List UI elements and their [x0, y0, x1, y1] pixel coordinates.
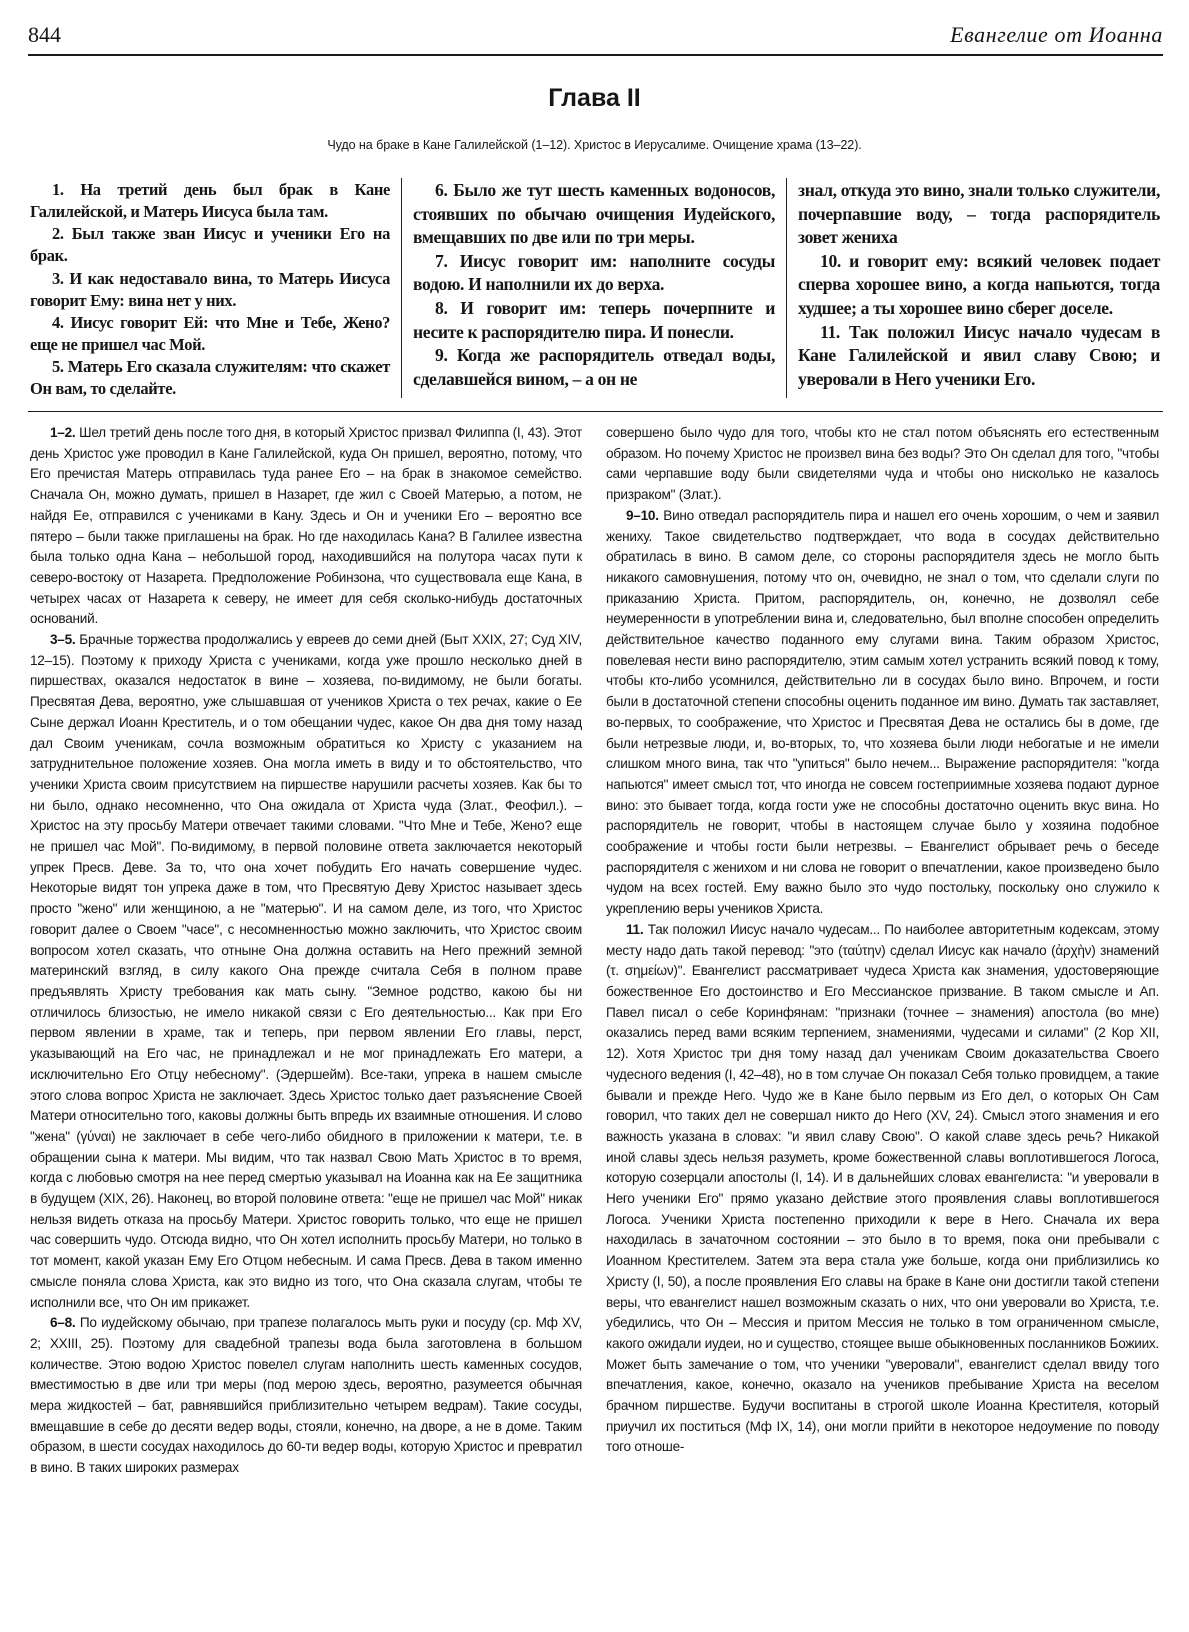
commentary-paragraph: [30, 1313, 582, 1479]
commentary-paragraph: [606, 506, 1159, 920]
commentary-paragraph: [30, 630, 582, 1313]
commentary-text: Так положил Иисус начало чудесам... По наиболее авторитетным кодексам, этому месту надо дать такой перевод: "это (ταύτην) сделал Иисус как начало (ἀρχὴν) знамений (τ. σημείων)". Евангелист рассматривает чудеса Христа как знамения, удостоверяющие божественное Его достоинство и Его Мессианское призвание. В таком смысле и Ап. Павел писал о себе Коринфянам: "признаки (точнее – знамения) апостола (во мне) оказались перед вами всяким терпением, знамениями, чудесами и силами" (2 Кор XII, 12). Хотя Христос три дня тому назад дал ученикам Своим доказательства Своего чудесного ведения (I, 42–48), но в том случае Он показал Себя только провидцем, а такие бывали и прежде Него. Чудо же в Кане было первым из Его дел, о которых Он Сам говорил, что таких дел не совершал никто до Него (XV, 24). Смысл этого знамения и его важность указана в словах: "и явил славу Свою". О какой славе здесь речь? Никакой иной славы здесь нельзя разуметь, кроме божественной славы воплотившегося Логоса, которую созерцали апостолы (I, 14). И в дальнейших словах евангелиста: "и уверовали в Него ученики Его" прямо указано действие этого проявления славы воплотившегося Логоса. Ученики Христа постепенно приходили к вере в Него. Сначала их вера находилась в зачаточном состоянии – это было в то время, пока они пребывали с Иоанном Крестителем. Затем эта вера стала уже больше, когда они приблизились ко Христу (I, 50), а после проявления Его славы на браке в Кане они достигли такой степени веры, что евангелист нашел возможным сказать о них, что они уверовали во Христа, т.е. убедились, что Он – Мессия и притом Мессия не только в том ограниченном смысле, какого ожидали иудеи, но и существо, стоящее выше обыкновенных посланников Божиих. Может быть замечание о том, что ученики "уверовали", евангелист сделал ввиду того впечатления, какое, конечно, оказало на учеников пребывание Христа на веселом брачном пиршестве. Будучи воспитаны в строгой школе Иоанна Крестителя, который приучил их поститься (Мф IX, 14), они могли прийти в некоторое недоумение по поводу того отноше-: [606, 921, 1159, 1455]
verse-paragraph: 4. Иисус говорит Ей: что Мне и Тебе, Жено? еще не пришел час Мой.: [30, 312, 390, 354]
commentary-paragraph: [606, 423, 1159, 506]
column-divider: [401, 178, 402, 398]
commentary-paragraph: [30, 423, 582, 630]
verse-paragraph: 9. Когда же распорядитель отведал воды, сделавшейся вином, – а он не: [413, 345, 775, 389]
verse-paragraph: 3. И как недоставало вина, то Матерь Иисуса говорит Ему: вина нет у них.: [30, 268, 390, 310]
chapter-title: Глава II: [548, 84, 641, 112]
section-rule: [28, 411, 1163, 412]
page-number: 844: [28, 22, 61, 47]
commentary-verse-ref: 9–10.: [626, 507, 659, 523]
column-divider: [786, 178, 787, 398]
verse-paragraph: 7. Иисус говорит им: наполните сосуды водою. И наполнили их до верха.: [413, 250, 775, 295]
commentary-verse-ref: 3–5.: [50, 632, 76, 648]
commentary-verse-ref: 1–2.: [50, 425, 76, 440]
commentary-text: Брачные торжества продолжались у евреев до семи дней (Быт XXIX, 27; Суд XIV, 12–15). Поэтому к приходу Христа с учениками, когда уже прошло несколько дней в пиршествах, оказался недостаток в вине – хозяева, по-видимому, не были богаты. Пресвятая Дева, вероятно, уже слышавшая от учеников Христа о тех речах, какие о Ее Сыне держал Иоанн Креститель, и о том обещании чудес, какое Он два дня тому назад дал Своим ученикам, сочла возможным обратиться ко Христу с указанием на затруднительное положение хозяев. Она могла иметь в виду и то обстоятельство, что ученики Христа своим присутствием на пиршестве нарушили расчеты хозяев. Как бы то ни было, однако несомненно, что Она ожидала от Христа чуда (Злат., Феофил.). – Христос на эту просьбу Матери отвечает такими словами. "Что Мне и Тебе, Жено? еще не пришел час Мой". По-видимому, в первой половине ответа заключается некоторый упрек Пресв. Деве. За то, что она хочет побудить Его начать совершение чудес. Некоторые видят тон упрека даже в том, что Пресвятую Деву Христос называет здесь просто "жено" или женщиною, а не "матерью". И на самом деле, из того, что Христос говорит далее о Своем "часе", с несомненностью можно заключить, что Христос своим вопросом хотел сказать, что отныне Она должна оставить на Него прежний земной материнский взгляд, в силу какого Она прежде считала Себя в полном праве предъявлять Христу требования как мать сыну. "Земное родство, какою бы ни отличилось близостью, не имело никакой связи с Его деятельностью... Как при Его первом явлении в храме, так и теперь, при первом явлении Его главы, перст, указывающий на Его час, не принадлежал и не мог принадлежать Его матери, а исключительно Его Отцу небесному". (Эдершейм). Все-таки, упрека в нашем смысле этого слова вопрос Христа не заключает. Здесь Христос только дает разъяснение Своей Матери относительно того, каковы должны быть впредь их взаимные отношения. И слово "жена" (γύναι) не заключает в себе чего-либо обидного в приложении к матери, т.е. в обращении сына к матери. Мы видим, что так назвал Свою Мать Христос в то время, когда с любовью смотря на нее перед смертью указывал на Иоанна как на Ее защитника в будущем (XIX, 26). Наконец, во второй половине ответа: "еще не пришел час Мой" никак нельзя видеть отказа на просьбу Матери. Христос говорить только, что еще не пришел час совершить чудо. Отсюда видно, что Он хотел исполнить просьбу Матери, но только в тот момент, какой указан Ему Его Отцом небесным. И сама Пресв. Дева в таком именно смысле поняла слова Христа, как это видно из того, что Она сказала слугам, чтобы те исполнили все, что Он им прикажет.: [30, 632, 582, 1310]
commentary-column-1: [30, 423, 582, 1479]
verse-column-3: [798, 179, 1160, 391]
commentary-text: По иудейскому обычаю, при трапезе полагалось мыть руки и посуду (ср. Мф XV, 2; XXIII, 25). Поэтому для свадебной трапезы вода была заготовлена в большом количестве. Этою водою Христос повелел слугам наполнить шесть каменных сосудов, вместимостью в две или три меры (под мерою здесь, вероятно, разумеется обычная мера жидкостей – бат, равнявшийся приблизительно четырем ведрам). Такие сосуды, вмещавшие в себе до десяти ведер воды, стояли, конечно, на дворе, а не в доме. Таким образом, в шести сосудах находилось до 60-ти ведер воды, которую Христос и превратил в вино. В таких широких размерах: [30, 1315, 582, 1476]
commentary-verse-ref: 6–8.: [50, 1315, 76, 1331]
commentary-verse-ref: 11.: [626, 921, 644, 937]
verse-paragraph: 6. Было же тут шесть каменных водоносов, стоявших по обычаю очищения Иудейского, вмещавших по две или по три меры.: [413, 180, 775, 248]
commentary-text: Шел третий день после того дня, в который Христос призвал Филиппа (I, 43). Этот день Христос уже проводил в Кане Галилейской, куда Он пришел, вероятно, потому, что Его пречистая Матерь отправилась туда ранее Его – на брак в знакомое семейство. Сначала Он, можно думать, пришел в Назарет, где жил с Своей Матерью, а потом, не найдя Ее, отправился с учениками в Кану. Здесь и Он и ученики Его – вероятно все пятеро – были также приглашены на брак. Но где находилась Кана? В Галилее известна была только одна Кана – небольшой город, находившийся на полутора часах пути к северо-востоку от Назарета. Предположение Робинзона, что существовала еще Кана, в четырех часах от Назарета к северу, не имеет для себя сколько-нибудь достаточных оснований.: [30, 425, 582, 627]
verse-column-1: [30, 179, 390, 400]
verse-paragraph: 11. Так положил Иисус начало чудесам в Кане Галилейской и явил славу Свою; и уверовали в Него ученики Его.: [798, 321, 1160, 389]
commentary-paragraph: [606, 920, 1159, 1458]
verse-paragraph: 10. и говорит ему: всякий человек подает сперва хорошее вино, а когда напьются, тогда худшее; а ты хорошее вино сберег доселе.: [798, 250, 1160, 318]
commentary-text: Вино отведал распорядитель пира и нашел его очень хорошим, о чем и заявил жениху. Такое свидетельство подтверждает, что вода в сосудах действительно обратилась в вино. В самом деле, со стороны распорядителя здесь не могло быть никакого самовнушения, потому что он, очевидно, не знал о том, что сделали слуги по приказанию Христа. Притом, распорядитель, он, конечно, не дозволял себе неумеренности в употреблении вина и, следовательно, был вполне способен определить действительное качество поданного ему слугами вина. Таким образом Христос, повелевая нести вино распорядителю, этим самым хотел устранить всякий повод к тому, чтобы кто-либо усомнился, действительно ли в сосудах было вино. Впрочем, и гости были в достаточной степени способны оценить поданное им вино. Думать так заставляет, во-первых, то соображение, что Христос и Пресвятая Дева не остались бы в доме, где были нетрезвые люди, и, во-вторых, то, что хозяева были люди небогатые и не имели слишком много вина, так что "упиться" было нечем... Выражение распорядителя: "когда напьются" имеет смысл тот, что иногда не совсем гостеприимные хозяева подают дурное вино: это бывает тогда, когда гости уже не способны достаточно оценить вкус вина. Но распорядитель не говорит, чтобы в настоящем случае было у хозяина подобное соображение и чтобы гости были нетрезвы. – Евангелист обрывает речь о беседе распорядителя с женихом и ни слова не говорит о впечатлении, какое произведено было чудом на всех гостей. Ему важно было это чудо постольку, поскольку оно служило к укреплению веры учеников Христа.: [606, 507, 1159, 917]
running-head: Евангелие от Иоанна: [950, 22, 1163, 47]
verse-column-2: [413, 179, 775, 391]
verse-paragraph: 8. И говорит им: теперь почерпните и несите к распорядителю пира. И понесли.: [413, 297, 775, 342]
chapter-summary: Чудо на браке в Кане Галилейской (1–12). Христос в Иерусалиме. Очищение храма (13–22).: [327, 138, 862, 152]
verse-paragraph: 5. Матерь Его сказала служителям: что скажет Он вам, то сделайте.: [30, 357, 390, 399]
verse-paragraph: 2. Был также зван Иисус и ученики Его на брак.: [30, 224, 390, 266]
commentary-column-2: [606, 423, 1159, 1458]
verse-paragraph: знал, откуда это вино, знали только служители, почерпавшие воду, – тогда распорядитель зовет жениха: [798, 180, 1160, 248]
commentary-text: совершено было чудо для того, чтобы кто не стал потом объяснять его естественным образом. Но почему Христос не произвел вина без воды? Это Он сделал для того, "чтобы сами черпавшие воду были свидетелями чуда и чтобы оно нисколько не казалось призраком" (Злат.).: [606, 425, 1159, 503]
verse-paragraph: 1. На третий день был брак в Кане Галилейской, и Матерь Иисуса была там.: [30, 180, 390, 222]
header-rule: [28, 54, 1163, 56]
